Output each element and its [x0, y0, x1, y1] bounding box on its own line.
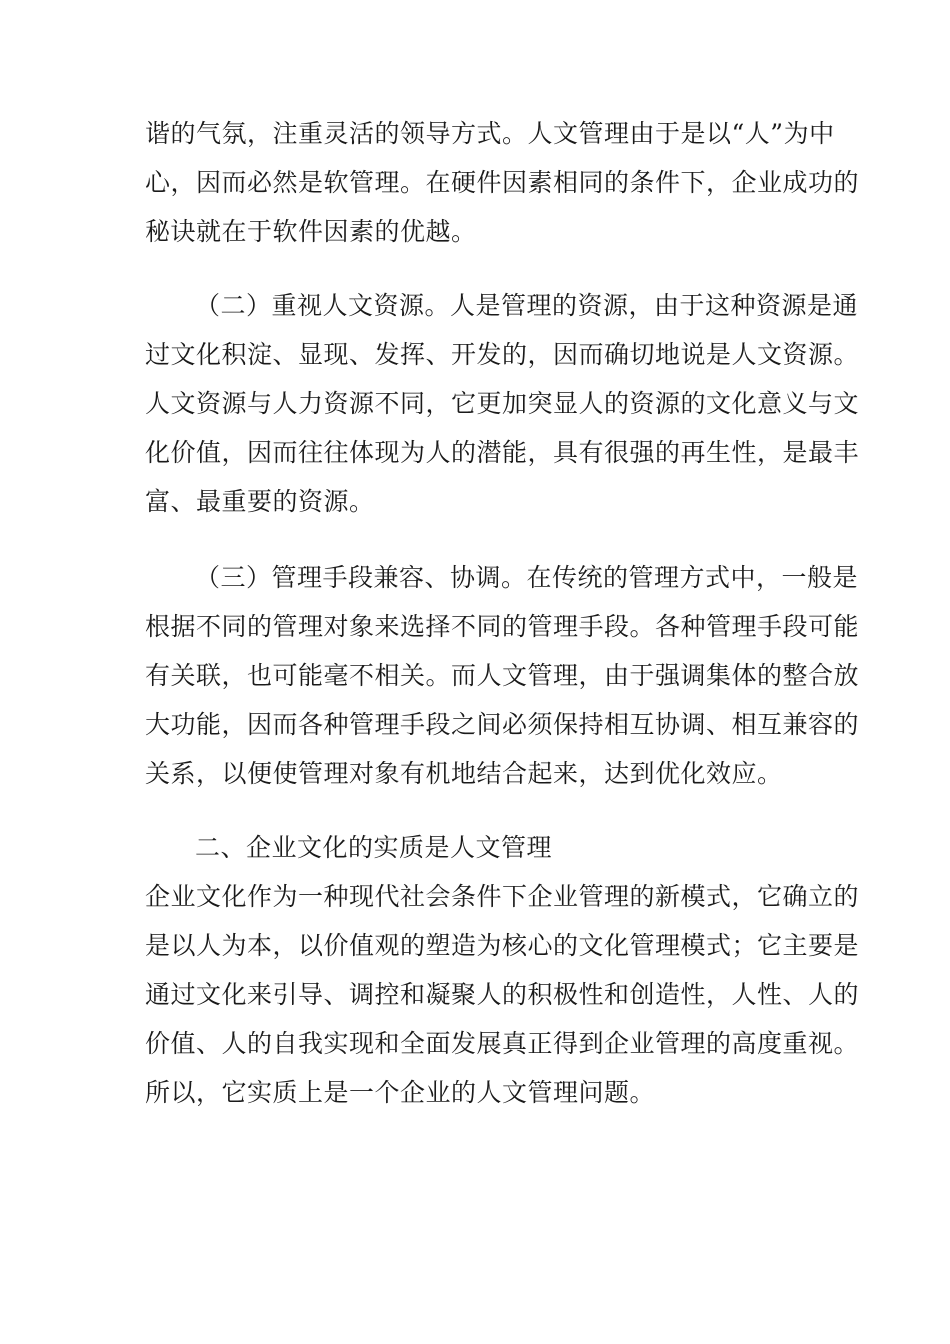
- text-line: 有关联，也可能毫不相关。而人文管理，由于强调集体的整合放: [145, 661, 860, 690]
- text-line: 富、最重要的资源。: [145, 487, 375, 516]
- text-line: 过文化积淀、显现、发挥、开发的，因而确切地说是人文资源。: [145, 340, 860, 369]
- section-heading: 二、企业文化的实质是人文管理: [195, 833, 553, 862]
- text-line: 心，因而必然是软管理。在硬件因素相同的条件下，企业成功的: [145, 168, 860, 197]
- text-line: 人文资源与人力资源不同，它更加突显人的资源的文化意义与文: [145, 389, 860, 418]
- text-line: 通过文化来引导、调控和凝聚人的积极性和创造性，人性、人的: [145, 980, 860, 1009]
- text-line: 价值、人的自我实现和全面发展真正得到企业管理的高度重视。: [145, 1029, 860, 1058]
- text-line: 秘诀就在于软件因素的优越。: [145, 217, 477, 246]
- text-line: 大功能，因而各种管理手段之间必须保持相互协调、相互兼容的: [145, 710, 860, 739]
- text-line: 根据不同的管理对象来选择不同的管理手段。各种管理手段可能: [145, 612, 860, 641]
- text-line: 企业文化作为一种现代社会条件下企业管理的新模式，它确立的: [145, 882, 860, 911]
- text-line: 关系，以便使管理对象有机地结合起来，达到优化效应。: [145, 759, 783, 788]
- text-line: 化价值，因而往往体现为人的潜能，具有很强的再生性，是最丰: [145, 438, 860, 467]
- text-line: 所以，它实质上是一个企业的人文管理问题。: [145, 1078, 656, 1107]
- text-line: 谐的气氛，注重灵活的领导方式。人文管理由于是以“人”为中: [145, 119, 835, 148]
- text-line: （三）管理手段兼容、协调。在传统的管理方式中，一般是: [195, 563, 859, 592]
- text-line: （二）重视人文资源。人是管理的资源，由于这种资源是通: [195, 291, 859, 320]
- text-line: 是以人为本，以价值观的塑造为核心的文化管理模式；它主要是: [145, 931, 860, 960]
